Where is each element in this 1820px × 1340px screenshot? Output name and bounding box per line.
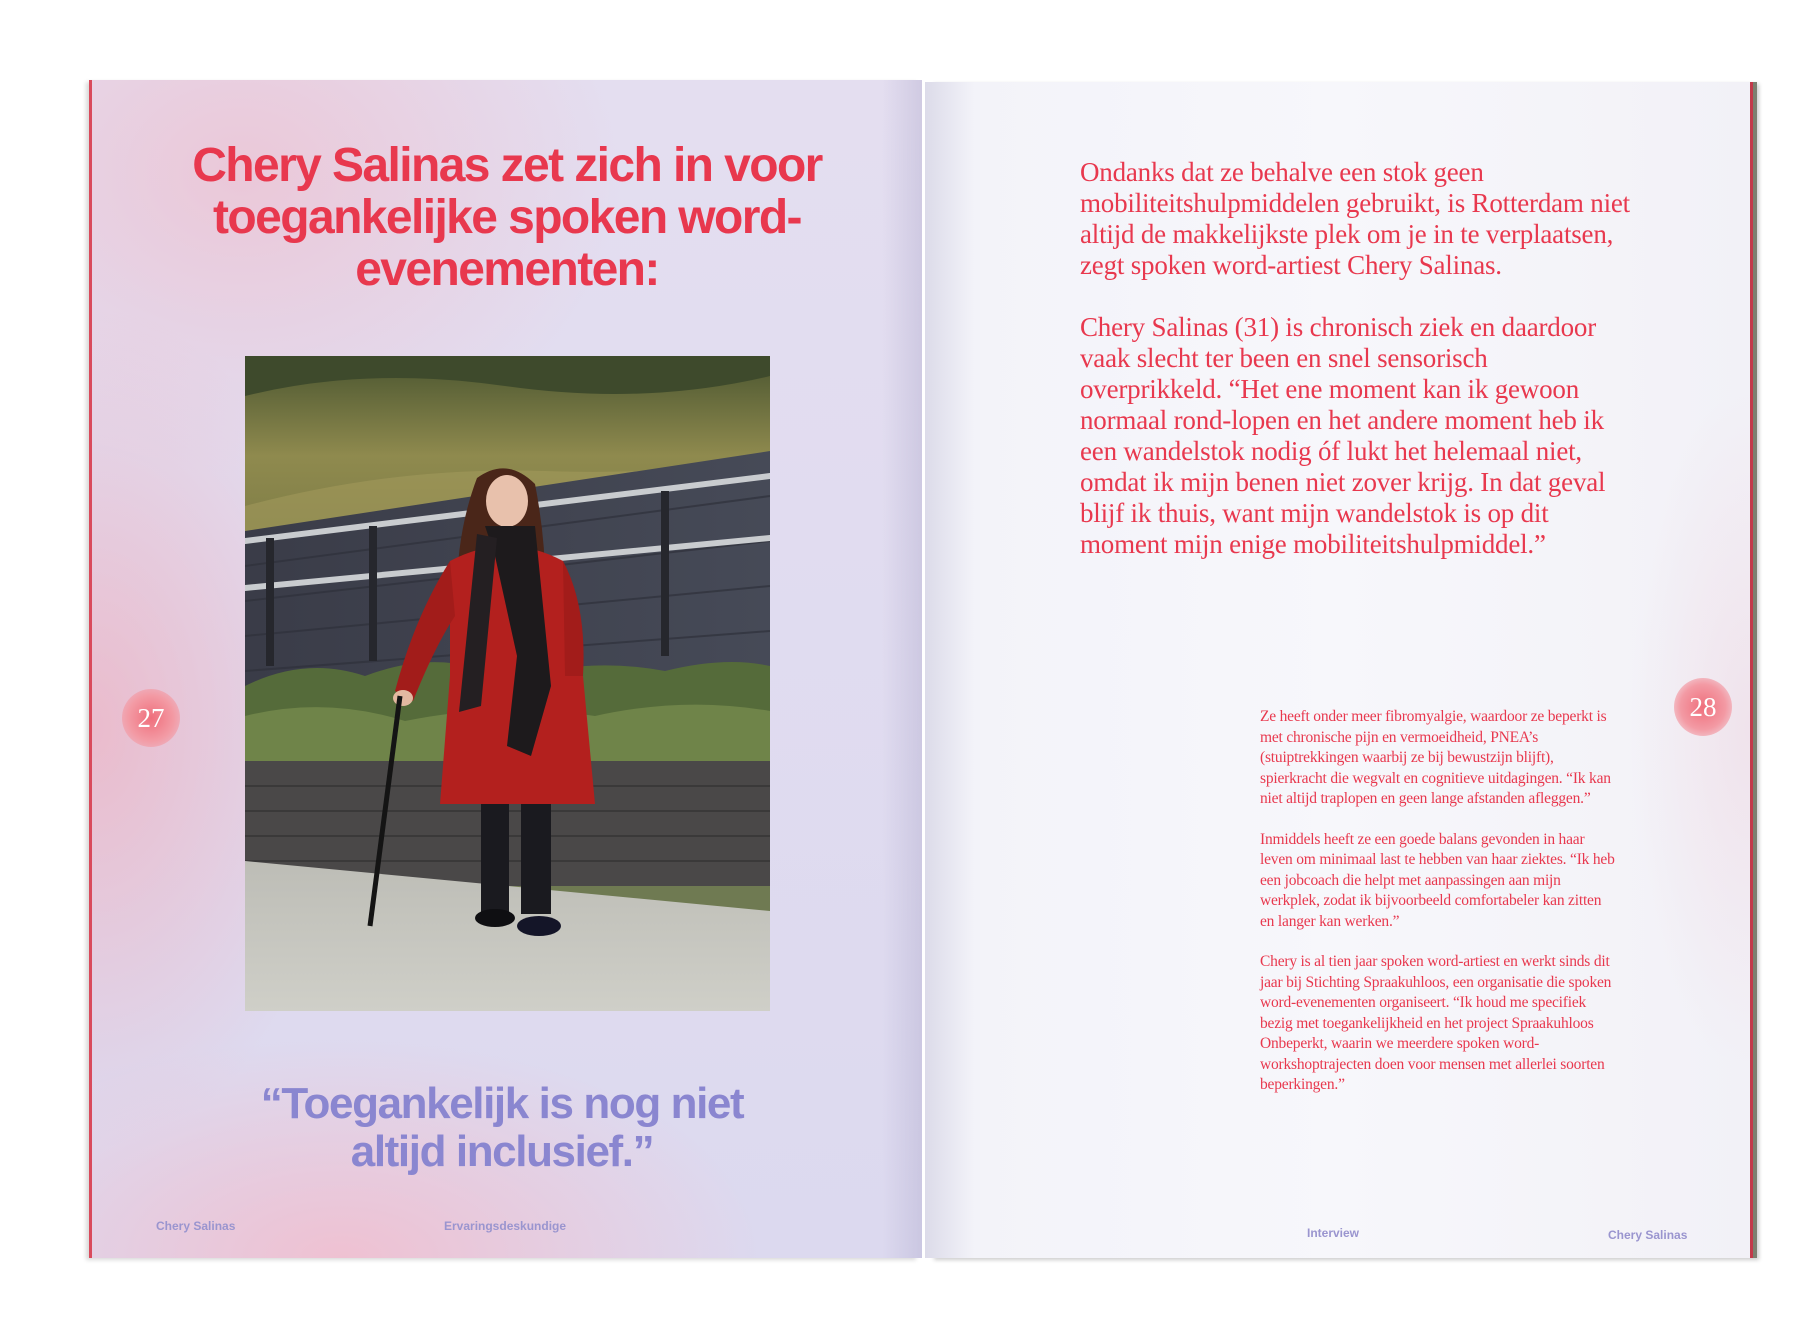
left-page (92, 80, 922, 1258)
lead-paragraph: Chery Salinas (31) is chronisch ziek en daardoor vaak slecht ter been en snel sensorisch overprikkeld. “Het ene moment kan ik gewoon normaal rond-lopen en het andere moment heb ik een wandelstok nodig óf lukt het helemaal niet, omdat ik mijn benen niet zover krijg. In dat geval blijf ik thuis, want mijn wandelstok is op dit moment mijn enige mobiliteitshulpmiddel.” (1080, 312, 1606, 559)
lead-text (1080, 157, 1635, 591)
body-paragraph: Ze heeft onder meer fibromyalgie, waardoor ze beperkt is met chronische pijn en vermoeidheid, PNEA’s (stuiptrekkingen waarbij ze bij bewustzijn blijft), spierkracht die wegvalt en cognitieve uitdagingen. “Ik kan niet altijd traplopen en geen lange afstanden afleggen.” (1260, 708, 1611, 807)
pull-quote: “Toegankelijk is nog niet altijd inclusief.” (260, 1079, 744, 1176)
spine-shadow (882, 80, 922, 1258)
body-text (1260, 707, 1615, 1116)
footer-name: Chery Salinas (156, 1219, 236, 1233)
lead-paragraph: Ondanks dat ze behalve een stok geen mobiliteitshulpmiddelen gebruikt, is Rotterdam niet altijd de makkelijkste plek om je in te verplaatsen, zegt spoken word-artiest Chery Salinas. (1080, 157, 1630, 280)
page-number: 28 (1674, 678, 1732, 736)
footer-section: Ervaringsdeskundige (444, 1219, 567, 1233)
footer-name: Chery Salinas (1608, 1228, 1688, 1242)
page-number: 27 (122, 689, 180, 747)
body-paragraph: Inmiddels heeft ze een goede balans gevonden in haar leven om minimaal last te hebben van haar ziektes. “Ik heb een jobcoach die helpt met aanpassingen aan mijn werkplek, zodat ik bijvoorbeeld comfortabeler kan zitten en langer kan werken.” (1260, 830, 1615, 930)
portrait-photo-illustration (245, 356, 770, 1011)
body-paragraph: Chery is al tien jaar spoken word-artiest en werkt sinds dit jaar bij Stichting Spraakuhloos, een organisatie die spoken word-evenementen organiseert. “Ik houd me specifiek bezig met toegankelijkheid en het project Spraakuhloos Onbeperkt, waarin we meerdere spoken word-workshoptrajecten doen voor mensen met allerlei soorten beperkingen.” (1260, 953, 1612, 1093)
portrait-photo (245, 356, 770, 1011)
footer-section: Interview (1307, 1226, 1360, 1240)
right-page (925, 82, 1750, 1258)
page-headline: Chery Salinas zet zich in voor toegankelijke spoken word-evenementen: (192, 139, 822, 296)
